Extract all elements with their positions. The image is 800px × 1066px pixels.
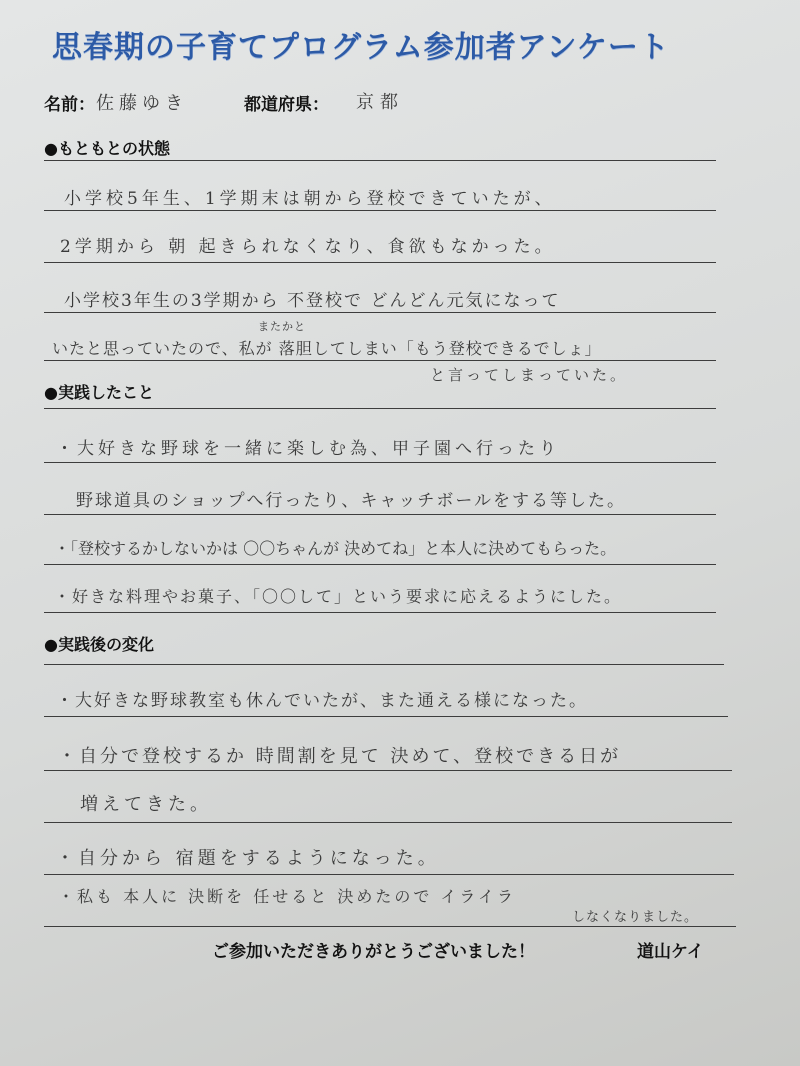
ruled-line — [44, 716, 728, 717]
name-value: 佐藤ゆき — [96, 93, 188, 114]
ruled-line — [44, 926, 736, 927]
ruled-line — [44, 312, 716, 313]
name-label: 名前： — [44, 95, 95, 115]
ruled-line — [44, 210, 716, 211]
author-name: 道山ケイ — [637, 942, 704, 962]
section-heading-original-state: ●もともとの状態 — [44, 139, 170, 158]
ruled-line — [44, 408, 716, 409]
change-line-2: ・自分で登校するか 時間割を見て 決めて、登校できる日が — [58, 746, 622, 767]
survey-title: 思春期の子育てプログラム参加者アンケート — [52, 30, 670, 65]
ruled-line — [44, 160, 716, 161]
practice-line-4: ・好きな料理やお菓子、「〇〇して」という要求に応えるようにした。 — [54, 587, 623, 606]
change-line-6: しなくなりました。 — [572, 910, 699, 925]
ruled-line — [44, 564, 716, 565]
prefecture-label: 都道府県： — [244, 95, 329, 115]
change-line-3: 増えてきた。 — [80, 794, 212, 815]
original-state-line-1: 小学校5年生、1学期末は朝から登校できていたが、 — [64, 189, 556, 209]
closing-message: ご参加いただきありがとうございました！ — [212, 942, 535, 962]
original-state-line-4: いたと思っていたので、私が 落胆してしまい「もう登校できるでしょ」 — [52, 339, 602, 358]
ruled-line — [44, 770, 732, 771]
section-heading-practice: ●実践したこと — [44, 383, 154, 402]
change-line-5: ・私も 本人に 決断を 任せると 決めたので イライラ — [58, 887, 516, 906]
ruled-line — [44, 612, 716, 613]
section-heading-change: ●実践後の変化 — [44, 635, 154, 654]
ruled-line — [44, 462, 716, 463]
original-state-line-2: 2学期から 朝 起きられなくなり、食欲もなかった。 — [60, 237, 556, 257]
practice-line-1: ・大好きな野球を一緒に楽しむ為、甲子園へ行ったり — [56, 439, 560, 459]
ruled-line — [44, 514, 716, 515]
ruled-line — [44, 822, 732, 823]
practice-line-3: ・「登校するかしないかは 〇〇ちゃんが 決めてね」と本人に決めてもらった。 — [54, 539, 617, 558]
ruled-line — [44, 664, 724, 665]
handwritten-annotation: またかと — [258, 320, 306, 333]
ruled-line — [44, 360, 716, 361]
ruled-line — [44, 874, 734, 875]
change-line-1: ・大好きな野球教室も休んでいたが、また通える様になった。 — [56, 691, 588, 711]
practice-line-2: 野球道具のショップへ行ったり、キャッチボールをする等した。 — [76, 491, 626, 511]
prefecture-value: 京都 — [356, 92, 404, 113]
original-state-line-5: と言ってしまっていた。 — [430, 366, 629, 384]
original-state-line-3: 小学校3年生の3学期から 不登校で どんどん元気になって — [64, 291, 561, 311]
change-line-4: ・自分から 宿題をするようになった。 — [56, 848, 440, 869]
ruled-line — [44, 262, 716, 263]
